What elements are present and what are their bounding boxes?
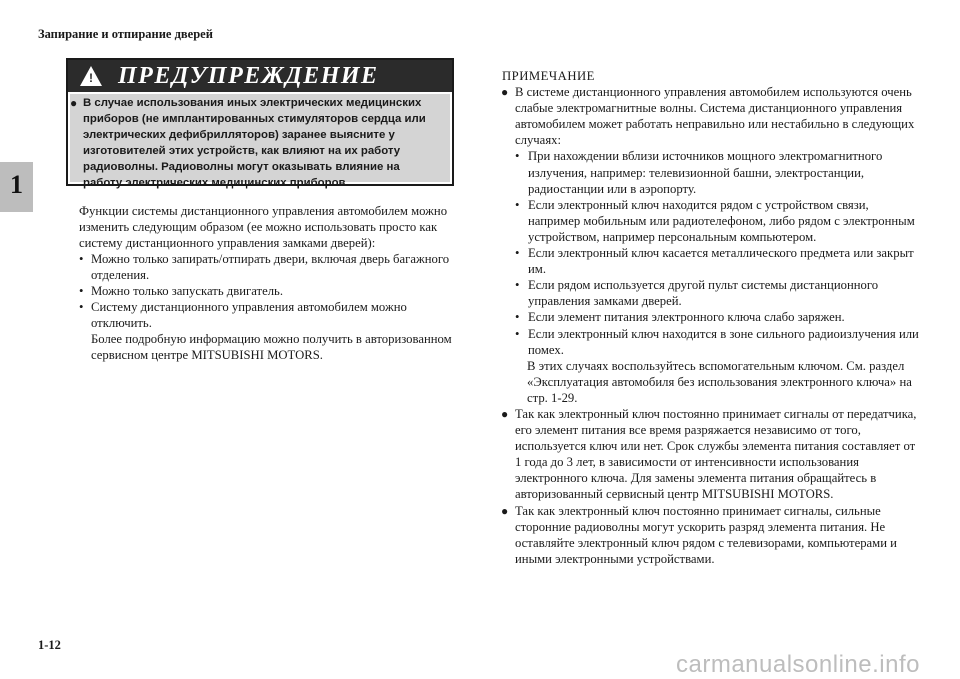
list-item-text: Можно только запускать двигатель. <box>91 284 283 298</box>
list-item: • Систему дистанционного управления автомобилем можно отключить. <box>79 300 407 330</box>
list-item: • Если электронный ключ находится рядом с устройством связи, например мобильным или радиотелефоном, либо рядом с электронным устройством, например персональным компьютером. <box>515 197 915 244</box>
bullet-icon: ● <box>70 96 78 110</box>
list-item-text: Если электронный ключ касается металлического предмета или закрыт им. <box>528 246 914 277</box>
note-section <box>502 68 922 567</box>
watermark-text: carmanualsonline.info <box>676 651 920 678</box>
list-item-text: Систему дистанционного управления автомобилем можно отключить. <box>91 300 407 330</box>
left-column-text <box>79 203 457 363</box>
list-item-text: При нахождении вблизи источников мощного электромагнитного излучения, например: телевизионной башни, электростанции, радиостанции или в аэропорту. <box>528 149 883 196</box>
list-item: • При нахождении вблизи источников мощного электромагнитного излучения, например: телевизионной башни, электростанции, радиостанции или в аэропорту. <box>515 149 883 196</box>
page-header-title: Запирание и отпирание дверей <box>38 27 213 41</box>
section-number: 1 <box>10 170 23 199</box>
list-item-text: Если элемент питания электронного ключа слабо заряжен. <box>528 310 845 325</box>
page-number: 1-12 <box>38 638 61 652</box>
exclamation-icon: ! <box>89 71 93 85</box>
bullet-icon: ● <box>501 406 509 421</box>
note-title: ПРИМЕЧАНИЕ <box>502 69 595 83</box>
list-item: • Если электронный ключ касается металлического предмета или закрыт им. <box>515 246 914 277</box>
more-info-paragraph: Более подробную информацию можно получить в авторизованном сервисном центре MITSUBISHI MOTORS. <box>91 332 452 362</box>
note-bullet <box>502 84 922 406</box>
intro-paragraph: Функции системы дистанционного управления автомобилем можно изменить следующим образом (ее можно использовать просто как систему дистанционного управления замками дверей): <box>79 204 448 250</box>
warning-text: В случае использования иных электрических медицинских приборов (не имплантированных стимуляторов сердца или электрических дефибрилляторов) заранее выясните у изготовителей этих устройств, как влияют на их работу радиоволны. Радиоволны могут оказывать влияние на работу электрических медицинских приборов. <box>83 97 426 189</box>
list-item: • Можно только запирать/отпирать двери, включая дверь багажного отделения. <box>79 252 450 282</box>
list-item: • Если рядом используется другой пульт системы дистанционного управления замками дверей. <box>515 278 879 309</box>
note-bullet-text: В системе дистанционного управления автомобилем используются очень слабые электромагнитные волны. Система дистанционного управления автомобилем может работать неправильно или нестабильно в следующих случаях: <box>515 85 915 148</box>
warning-body <box>70 94 450 189</box>
note-bullet-text: Так как электронный ключ постоянно принимает сигналы от передатчика, его элемент питания все время разряжается независимо от того, используется ключ или нет. Срок службы элемента питания составляет от 1 года до 3 лет, в зависимости от интенсивности использования электронного ключа. Для замены элемента питания обращайтесь в авторизованный сервисный центр MITSUBISHI MOTORS. <box>515 406 917 502</box>
bullet-icon: ● <box>501 85 509 100</box>
note-bullet-text: Так как электронный ключ постоянно принимает сигналы, сильные сторонние радиоволны могут ускорить разряд элемента питания. Не оставляйте электронный ключ рядом с телевизорами, компьютерами и иными электронными устройствами. <box>515 503 897 566</box>
warning-box <box>66 58 454 189</box>
list-item-text: Если рядом используется другой пульт системы дистанционного управления замками дверей. <box>528 278 879 309</box>
note-bullet <box>502 406 922 503</box>
list-item-text: Если электронный ключ находится рядом с устройством связи, например мобильным или радиотелефоном, либо рядом с электронным устройством, например персональным компьютером. <box>528 197 915 244</box>
note-bullet <box>502 503 922 567</box>
warning-title: ПРЕДУПРЕЖДЕНИЕ <box>118 63 379 89</box>
list-item-text: Можно только запирать/отпирать двери, включая дверь багажного отделения. <box>91 252 450 282</box>
section-tab <box>0 162 33 212</box>
list-item: • Если электронный ключ находится в зоне сильного радиоизлучения или помех. <box>515 326 919 357</box>
list-item: • Если элемент питания электронного ключа слабо заряжен. <box>515 310 845 325</box>
warning-header <box>68 60 452 92</box>
list-item: • Можно только запускать двигатель. <box>79 284 283 298</box>
list-item-text: Если электронный ключ находится в зоне сильного радиоизлучения или помех. <box>528 326 919 357</box>
note-after-text: В этих случаях воспользуйтесь вспомогательным ключом. См. раздел «Эксплуатация автомобиля без использования электронного ключа» на стр. 1-29. <box>527 358 912 405</box>
bullet-icon: ● <box>501 503 509 518</box>
